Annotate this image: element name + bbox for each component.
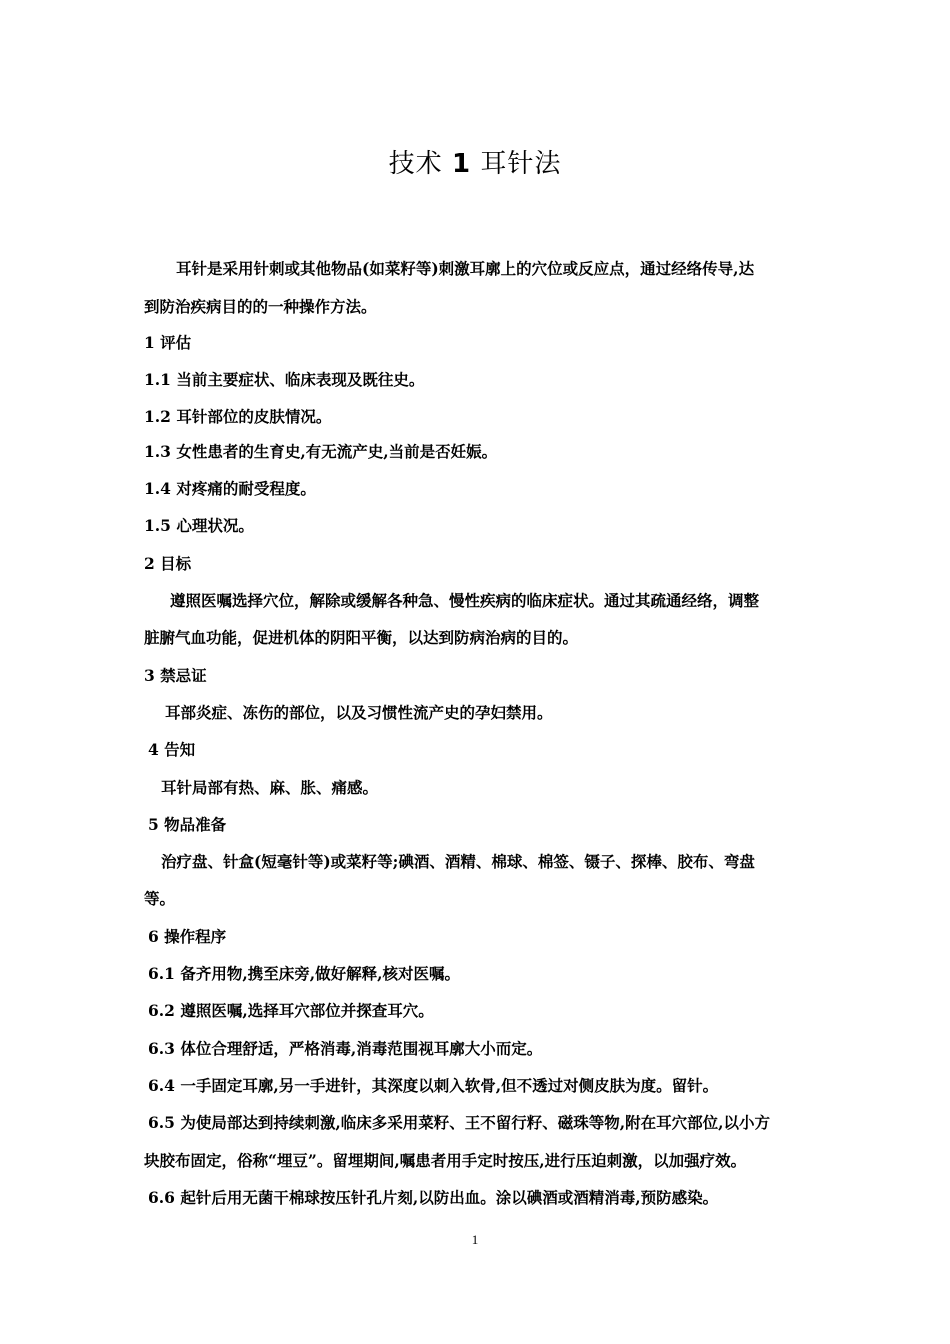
assessment-item-3: 1.3 女性患者的生育史,有无流产史,当前是否妊娠。 bbox=[144, 442, 498, 461]
intro-line-1: 耳针是采用针刺或其他物品(如菜籽等)刺激耳廓上的穴位或反应点，通过经络传导,达 bbox=[176, 259, 755, 278]
section-heading-assessment: 1 评估 bbox=[144, 333, 192, 352]
assessment-item-5: 1.5 心理状况。 bbox=[144, 516, 254, 535]
procedure-step-2: 6.2 遵照医嘱,选择耳穴部位并探查耳穴。 bbox=[148, 1001, 434, 1020]
contraindications-text: 耳部炎症、冻伤的部位，以及习惯性流产史的孕妇禁用。 bbox=[165, 703, 553, 722]
intro-line-2: 到防治疾病目的的一种操作方法。 bbox=[144, 297, 377, 316]
title-prefix: 技术 bbox=[388, 149, 443, 179]
assessment-item-1: 1.1 当前主要症状、临床表现及既往史。 bbox=[144, 370, 425, 389]
supplies-line-1: 治疗盘、针盒(短毫针等)或菜籽等;碘酒、酒精、棉球、棉签、镊子、探棒、胶布、弯盘 bbox=[161, 852, 755, 871]
goal-line-1: 遵照医嘱选择穴位，解除或缓解各种急、慢性疾病的临床症状。通过其疏通经络，调整 bbox=[170, 591, 760, 610]
procedure-step-3: 6.3 体位合理舒适，严格消毒,消毒范围视耳廓大小而定。 bbox=[148, 1039, 543, 1058]
procedure-step-6: 6.6 起针后用无菌干棉球按压针孔片刻,以防出血。涂以碘酒或酒精消毒,预防感染。 bbox=[148, 1188, 719, 1207]
supplies-line-2: 等。 bbox=[144, 889, 176, 908]
procedure-step-5-line-1: 6.5 为使局部达到持续刺激,临床多采用菜籽、王不留行籽、磁珠等物,附在耳穴部位,以小方 bbox=[148, 1113, 771, 1132]
procedure-step-1: 6.1 备齐用物,携至床旁,做好解释,核对医嘱。 bbox=[148, 964, 461, 983]
section-heading-notice: 4 告知 bbox=[148, 740, 196, 759]
goal-line-2: 脏腑气血功能，促进机体的阴阳平衡，以达到防病治病的目的。 bbox=[144, 628, 579, 647]
title-number: 1 bbox=[451, 149, 472, 179]
procedure-step-5-line-2: 块胶布固定，俗称“埋豆”。留埋期间,嘱患者用手定时按压,进行压迫刺激，以加强疗效。 bbox=[144, 1151, 747, 1170]
procedure-step-4: 6.4 一手固定耳廓,另一手进针，其深度以刺入软骨,但不透过对侧皮肤为度。留针。 bbox=[148, 1076, 719, 1095]
assessment-item-2: 1.2 耳针部位的皮肤情况。 bbox=[144, 407, 332, 426]
page-number: 1 bbox=[471, 1232, 479, 1247]
title-suffix: 耳针法 bbox=[480, 149, 562, 179]
section-heading-goal: 2 目标 bbox=[144, 554, 192, 573]
notice-text: 耳针局部有热、麻、胀、痛感。 bbox=[161, 778, 379, 797]
section-heading-contraindications: 3 禁忌证 bbox=[144, 666, 207, 685]
section-heading-supplies: 5 物品准备 bbox=[148, 815, 227, 834]
assessment-item-4: 1.4 对疼痛的耐受程度。 bbox=[144, 479, 316, 498]
document-title bbox=[0, 143, 950, 180]
section-heading-procedure: 6 操作程序 bbox=[148, 927, 227, 946]
